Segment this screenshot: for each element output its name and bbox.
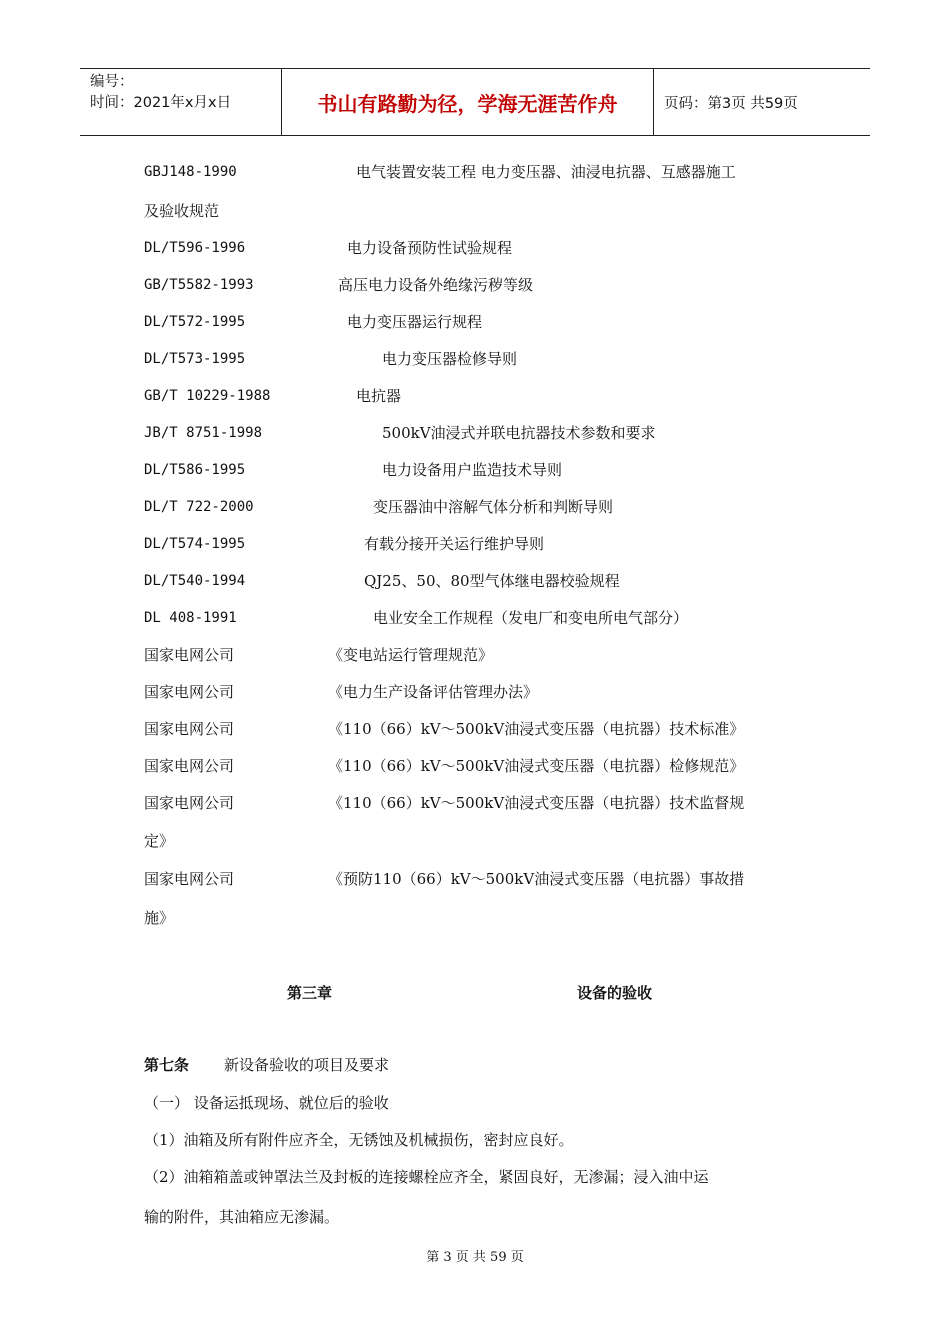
std-code: DL/T574-1995 <box>144 536 246 552</box>
std-title: 500kV油浸式并联电抗器技术参数和要求 <box>382 424 656 442</box>
std-issuer: 国家电网公司 <box>144 646 235 664</box>
std-title: 电抗器 <box>356 387 402 405</box>
chapter-number: 第三章 <box>287 984 333 1002</box>
date-label: 时间：2021年x月x日 <box>90 95 232 111</box>
std-code: DL 408-1991 <box>144 610 237 626</box>
std-code: DL/T 722-2000 <box>144 499 254 515</box>
std-title-cont: 及验收规范 <box>144 202 220 220</box>
std-code: GB/T5582-1993 <box>144 277 254 293</box>
header-motto: 书山有路勤为径，学海无涯苦作舟 <box>282 69 654 135</box>
std-title: 变压器油中溶解气体分析和判断导则 <box>373 498 614 516</box>
std-issuer: 国家电网公司 <box>144 794 235 812</box>
std-code: DL/T572-1995 <box>144 314 246 330</box>
std-title: 高压电力设备外绝缘污秽等级 <box>338 276 534 294</box>
std-title: 电力变压器运行规程 <box>347 313 483 331</box>
std-title: 《变电站运行管理规范》 <box>328 646 494 664</box>
std-title: 有载分接开关运行维护导则 <box>364 535 545 553</box>
std-title: 《110（66）kV～500kV油浸式变压器（电抗器）检修规范》 <box>328 757 745 775</box>
article-title: 新设备验收的项目及要求 <box>224 1056 390 1074</box>
std-code: DL/T573-1995 <box>144 351 246 367</box>
std-code: DL/T586-1995 <box>144 462 246 478</box>
chapter-title: 设备的验收 <box>577 984 653 1002</box>
article-number: 第七条 <box>144 1056 190 1074</box>
std-title: 《110（66）kV～500kV油浸式变压器（电抗器）技术标准》 <box>328 720 745 738</box>
list-item: （1）油箱及所有附件应齐全，无锈蚀及机械损伤，密封应良好。 <box>144 1131 574 1149</box>
std-code: GB/T 10229-1988 <box>144 388 271 404</box>
std-title: 电业安全工作规程（发电厂和变电所电气部分） <box>373 609 689 627</box>
std-title: QJ25、50、80型气体继电器校验规程 <box>364 572 620 590</box>
std-title: 《预防110（66）kV～500kV油浸式变压器（电抗器）事故措 <box>328 870 745 888</box>
std-issuer: 国家电网公司 <box>144 720 235 738</box>
std-title-cont: 施》 <box>144 909 175 927</box>
std-title: 《110（66）kV～500kV油浸式变压器（电抗器）技术监督规 <box>328 794 745 812</box>
header-page-info: 页码：第3页 共59页 <box>664 95 798 112</box>
std-issuer: 国家电网公司 <box>144 757 235 775</box>
std-code: GBJ148-1990 <box>144 164 237 180</box>
std-title: 《电力生产设备评估管理办法》 <box>328 683 539 701</box>
std-code: DL/T596-1996 <box>144 240 246 256</box>
std-issuer: 国家电网公司 <box>144 870 235 888</box>
number-label: 编号： <box>90 74 134 90</box>
header-meta <box>80 69 282 135</box>
std-code: DL/T540-1994 <box>144 573 246 589</box>
page-header <box>80 68 870 136</box>
std-title-cont: 定》 <box>144 832 175 850</box>
std-title: 电力设备用户监造技术导则 <box>382 461 563 479</box>
std-title: 电力设备预防性试验规程 <box>347 239 513 257</box>
section-heading: （一） 设备运抵现场、就位后的验收 <box>144 1094 389 1112</box>
std-code: JB/T 8751-1998 <box>144 425 263 441</box>
page-footer: 第 3 页 共 59 页 <box>426 1250 524 1265</box>
list-item: 输的附件，其油箱应无渗漏。 <box>144 1208 340 1226</box>
std-issuer: 国家电网公司 <box>144 683 235 701</box>
std-title: 电气装置安装工程 电力变压器、油浸电抗器、互感器施工 <box>356 163 736 181</box>
std-title: 电力变压器检修导则 <box>382 350 518 368</box>
list-item: （2）油箱箱盖或钟罩法兰及封板的连接螺栓应齐全，紧固良好，无渗漏；浸入油中运 <box>144 1168 709 1186</box>
